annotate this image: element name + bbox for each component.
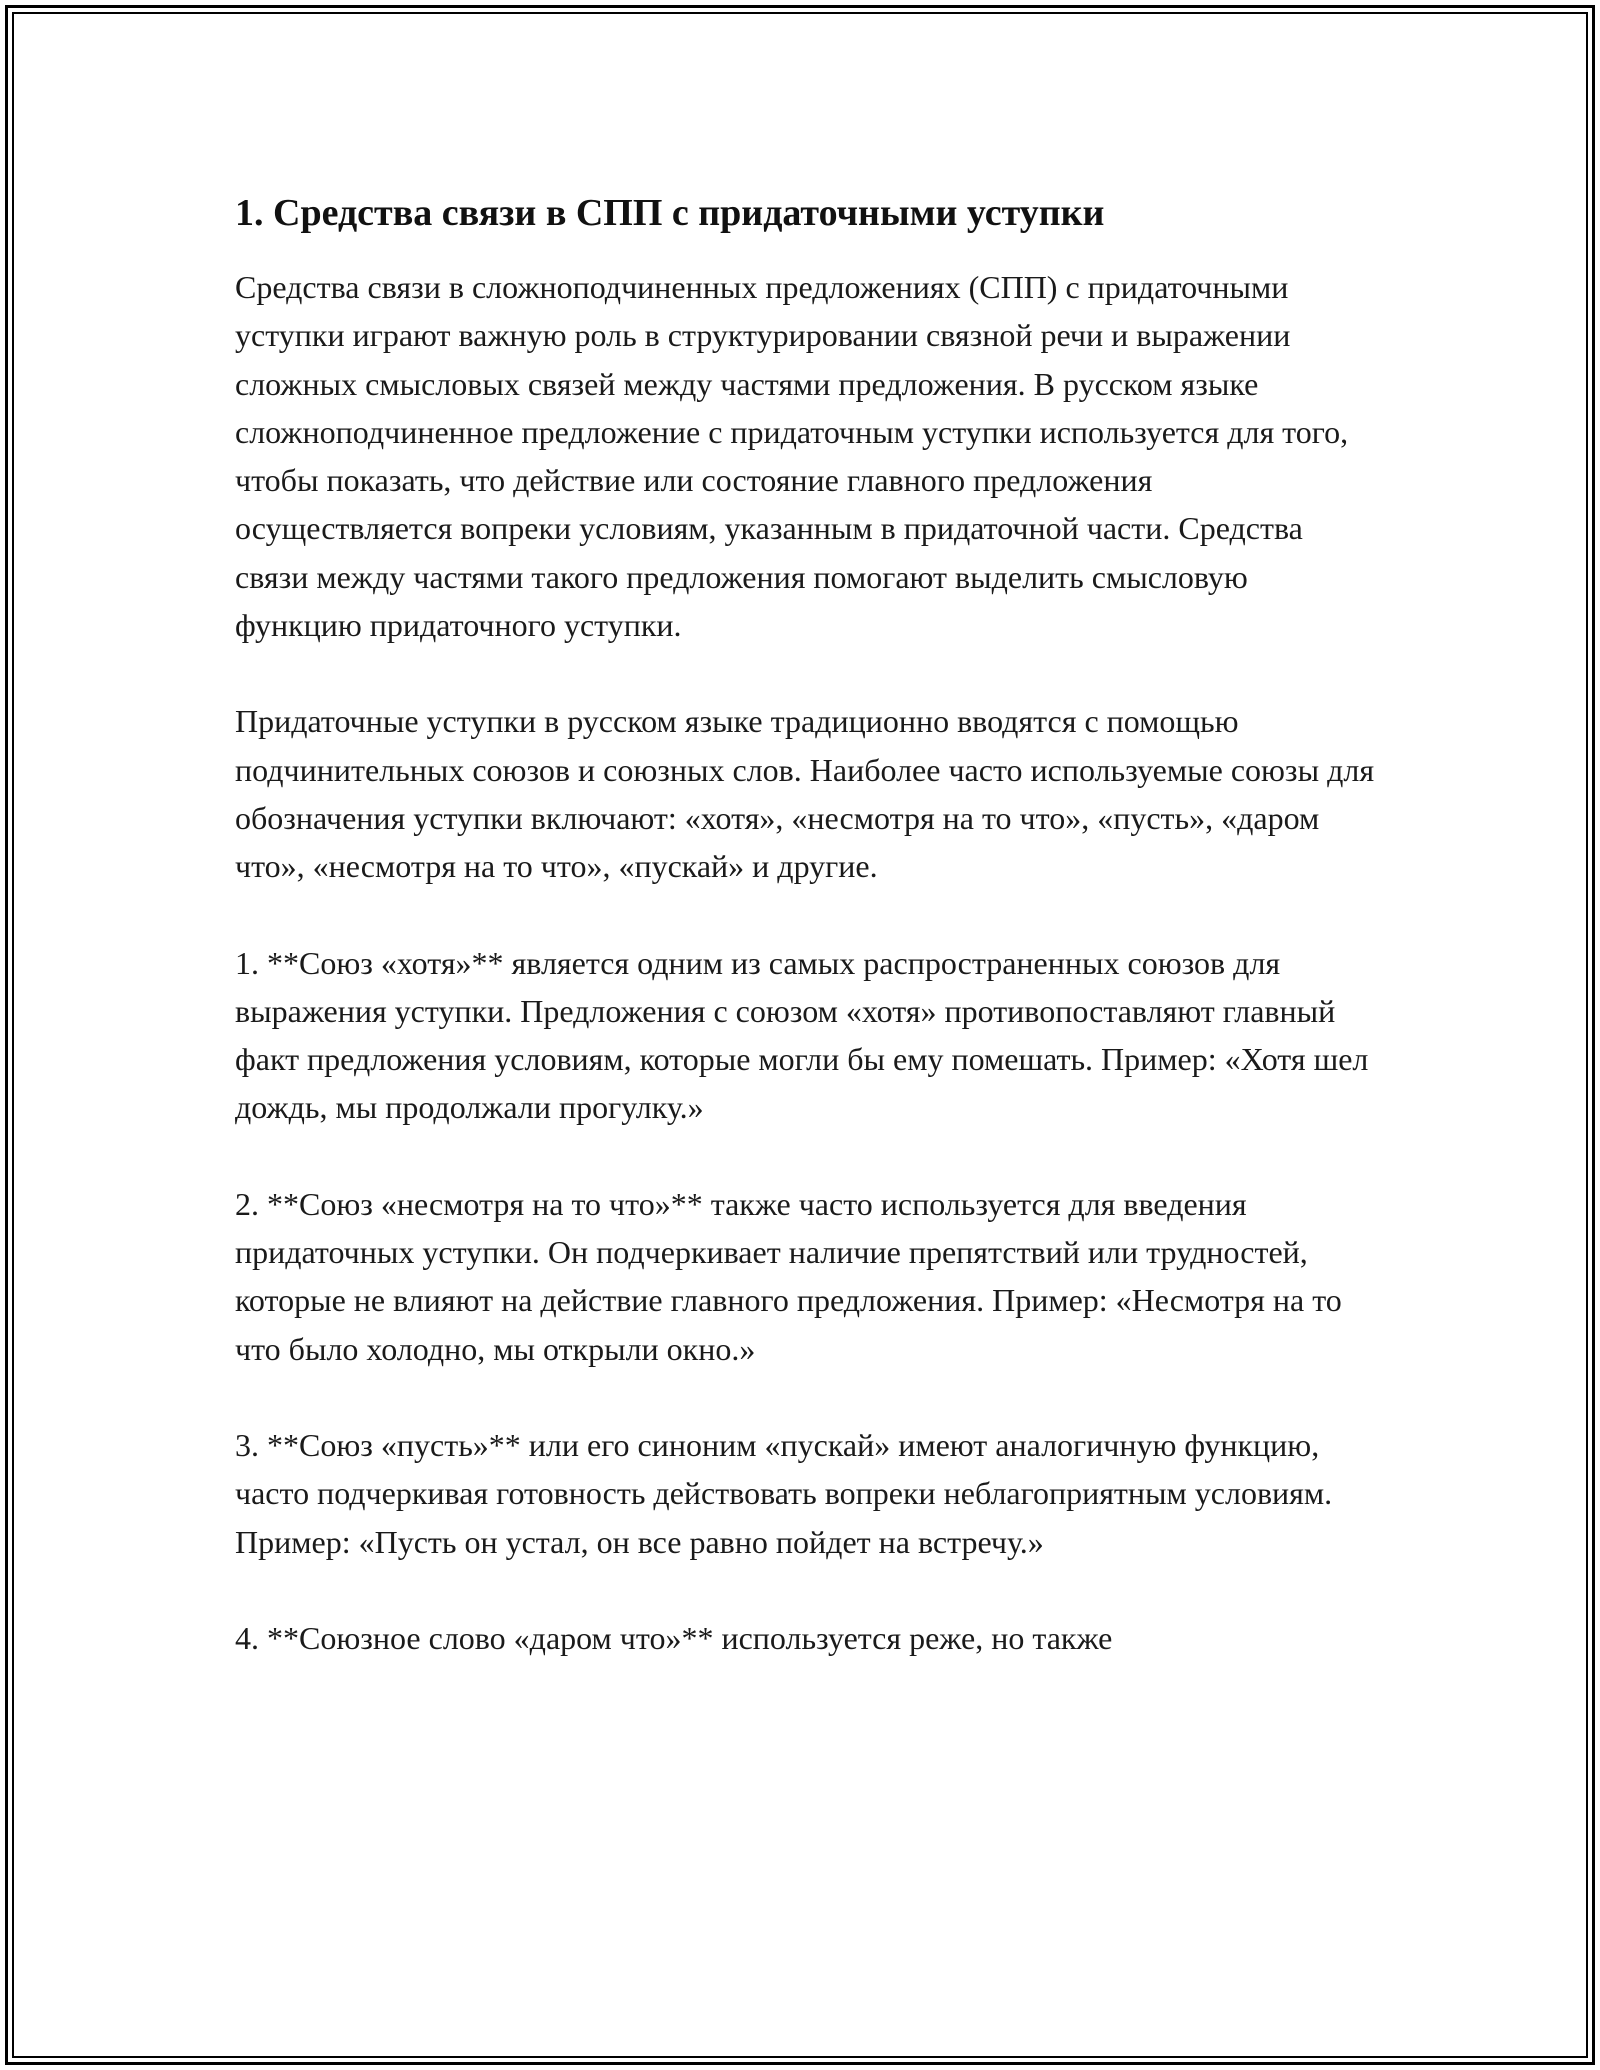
paragraph-item-4: 4. **Союзное слово «даром что»** используется реже, но также xyxy=(235,1619,1113,1656)
paragraph-intro: Средства связи в сложноподчиненных предложениях (СПП) с придаточными уступки играют важную роль в структурировании связной речи и выражении сложных смысловых связей между частями предложения. В русском языке сложноподчиненное предложение с придаточным уступки используется для того, чтобы показать, что действие или состояние главного предложения осуществляется вопреки условиям, указанным в придаточной части. Средства связи между частями такого предложения помогают выделить смысловую функцию придаточного уступки. xyxy=(235,269,1349,644)
section-heading: 1. Средства связи в СПП с придаточными уступки xyxy=(235,192,1105,234)
document-body xyxy=(235,185,1375,1710)
paragraph-item-1: 1. **Союз «хотя»** является одним из самых распространенных союзов для выражения уступки. Предложения с союзом «хотя» противопоставляют главный факт предложения условиям, которые могли бы ему помешать. Пример: «Хотя шел дождь, мы продолжали прогулку.» xyxy=(235,944,1369,1126)
paragraph-item-2: 2. **Союз «несмотря на то что»** также часто используется для введения придаточных уступки. Он подчеркивает наличие препятствий или трудностей, которые не влияют на действие главного предложения. Пример: «Несмотря на то что было холодно, мы открыли окно.» xyxy=(235,1185,1342,1367)
paragraph-conjunctions: Придаточные уступки в русском языке традиционно вводятся с помощью подчинительных союзов и союзных слов. Наиболее часто используемые союзы для обозначения уступки включают: «хотя», «несмотря на то что», «пусть», «даром что», «несмотря на то что», «пускай» и другие. xyxy=(235,703,1375,885)
paragraph-item-3: 3. **Союз «пусть»** или его синоним «пускай» имеют аналогичную функцию, часто подчеркивая готовность действовать вопреки неблагоприятным условиям. Пример: «Пусть он устал, он все равно пойдет на встречу.» xyxy=(235,1426,1333,1560)
